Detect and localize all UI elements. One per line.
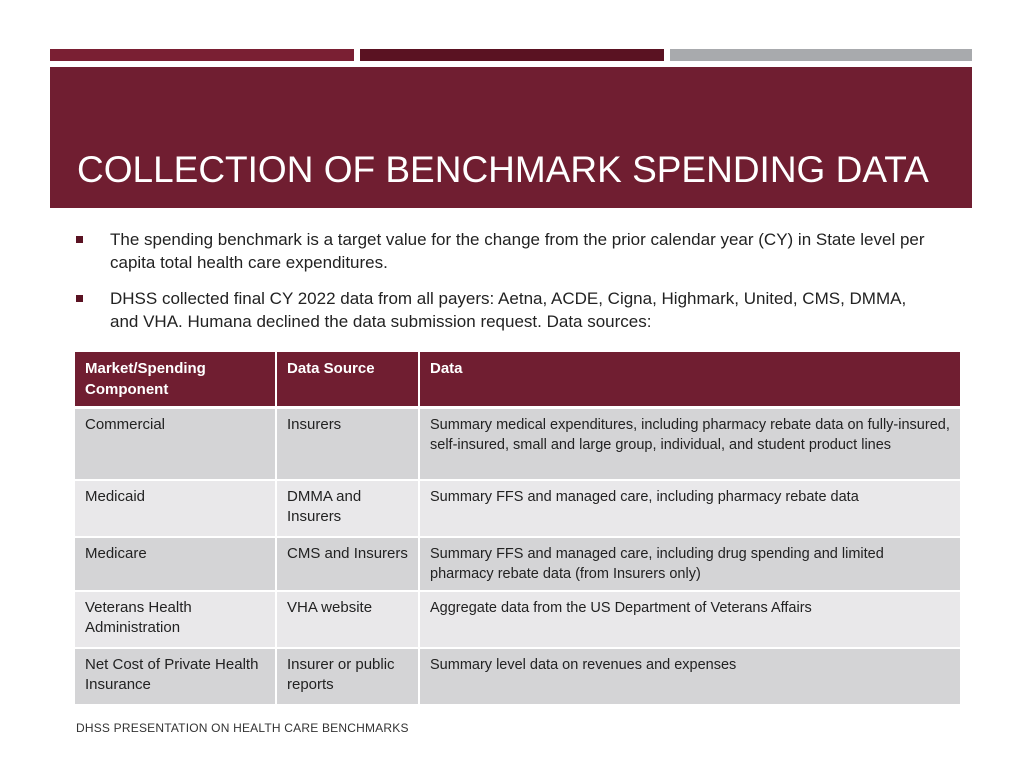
- header-market-component: Market/Spending Component: [75, 352, 276, 408]
- bullet-item: [76, 287, 936, 333]
- cell-component: Commercial: [75, 408, 276, 480]
- bullet-item: [76, 228, 936, 274]
- cell-source: Insurers: [276, 408, 419, 480]
- top-bar-right: [670, 49, 972, 61]
- table-row: [75, 480, 960, 537]
- table-header-row: [75, 352, 960, 408]
- header-data: Data: [419, 352, 960, 408]
- bullet-text: The spending benchmark is a target value for the change from the prior calendar year (CY) in State level per capita total health care expenditures.: [110, 230, 925, 272]
- table-row: [75, 648, 960, 705]
- footer-text: DHSS PRESENTATION ON HEALTH CARE BENCHMARKS: [76, 721, 409, 735]
- title-band: [50, 67, 972, 208]
- bullet-list: [76, 228, 936, 346]
- slide-title: COLLECTION OF BENCHMARK SPENDING DATA: [77, 149, 929, 190]
- cell-source: CMS and Insurers: [276, 537, 419, 591]
- bullet-text: DHSS collected final CY 2022 data from all payers: Aetna, ACDE, Cigna, Highmark, United, CMS, DMMA, and VHA. Humana declined the data submission request. Data sources:: [110, 289, 907, 331]
- cell-data: Summary level data on revenues and expenses: [419, 648, 960, 705]
- table-row: [75, 408, 960, 480]
- cell-component: Medicaid: [75, 480, 276, 537]
- cell-data: Summary FFS and managed care, including pharmacy rebate data: [419, 480, 960, 537]
- decorative-top-bars: [50, 49, 972, 61]
- cell-component: Medicare: [75, 537, 276, 591]
- table-row: [75, 591, 960, 648]
- bullet-square-icon: [76, 236, 83, 243]
- header-data-source: Data Source: [276, 352, 419, 408]
- cell-source: DMMA and Insurers: [276, 480, 419, 537]
- top-bar-middle: [360, 49, 664, 61]
- cell-component: Net Cost of Private Health Insurance: [75, 648, 276, 705]
- cell-component: Veterans Health Administration: [75, 591, 276, 648]
- data-sources-table: [75, 352, 960, 706]
- bullet-square-icon: [76, 295, 83, 302]
- table-row: [75, 537, 960, 591]
- cell-data: Summary FFS and managed care, including drug spending and limited pharmacy rebate data (from Insurers only): [419, 537, 960, 591]
- cell-data: Summary medical expenditures, including pharmacy rebate data on fully-insured, self-insured, small and large group, individual, and student product lines: [419, 408, 960, 480]
- cell-source: VHA website: [276, 591, 419, 648]
- cell-data: Aggregate data from the US Department of Veterans Affairs: [419, 591, 960, 648]
- cell-source: Insurer or public reports: [276, 648, 419, 705]
- top-bar-left: [50, 49, 354, 61]
